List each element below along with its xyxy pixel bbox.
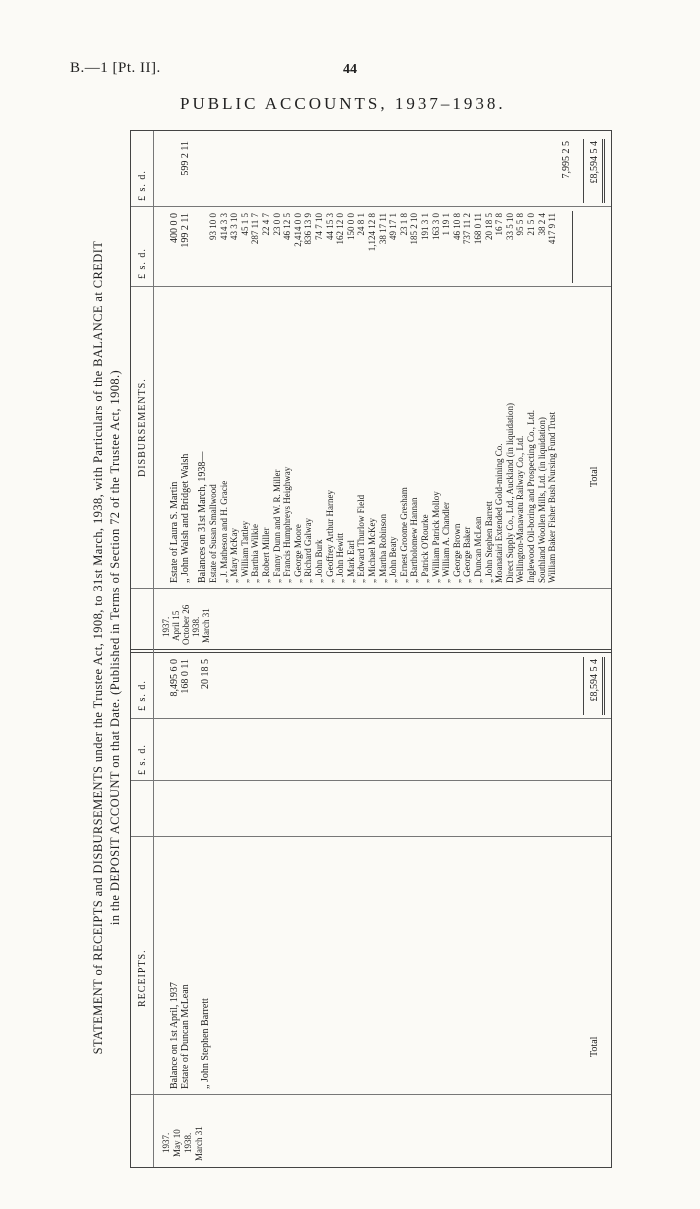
balance-row-label: „ George Brown — [451, 523, 462, 583]
disbursements-heading: DISBURSEMENTS. — [137, 378, 148, 477]
balance-row-label: „ Bartholomew Hannan — [409, 497, 420, 583]
balance-row-amount: 45 1 5 — [239, 213, 250, 236]
disb-row-label: „ John Walsh and Bridget Walsh — [180, 453, 191, 583]
rule — [131, 780, 611, 781]
balance-row-amount: 836 13 9 — [303, 213, 314, 245]
disb-date: 1937. — [161, 616, 171, 637]
balance-row-label: „ Michael McKey — [367, 518, 377, 583]
disb-date: March 31 — [201, 608, 211, 643]
statement-caption — [90, 125, 124, 1170]
balance-row-label: Wellington-Manawatu Railway Co., Ltd. — [515, 435, 526, 583]
receipts-row-label: Balance on 1st April, 1937 — [169, 982, 180, 1089]
balance-row-amount: 185 2 10 — [409, 213, 420, 245]
disb-date: October 26 — [181, 604, 191, 645]
balance-row-label: „ Francis Humphreys Heighway — [282, 466, 293, 583]
receipts-currency-head: £ s. d. — [137, 744, 148, 775]
disbursements-currency-head-2: £ s. d. — [137, 170, 148, 201]
receipts-date: March 31 — [194, 1126, 204, 1161]
disb-date: April 15 — [171, 610, 181, 641]
balance-row-label: „ Barthia Wilkie — [250, 524, 261, 583]
balance-row-amount: 22 4 7 — [261, 213, 271, 236]
balance-row-amount: 1 19 1 — [441, 213, 452, 236]
balance-row-amount: 168 0 11 — [473, 213, 483, 245]
balance-row-label: „ Patrick O'Rourke — [420, 514, 430, 583]
balance-row-label: „ Mark Earl — [345, 540, 356, 583]
balance-row-label: „ John Hewitt — [335, 533, 346, 583]
rule — [131, 206, 611, 207]
receipts-heading: RECEIPTS. — [137, 949, 148, 1007]
balance-row-amount: 162 12 0 — [335, 213, 346, 245]
balance-row-label: „ William A. Chandler — [441, 502, 452, 583]
balance-row-amount: 16 7 8 — [494, 213, 505, 236]
balance-row-amount: 24 8 1 — [356, 213, 367, 236]
balance-row-amount: 23 0 0 — [271, 213, 282, 236]
receipts-currency-head-2: £ s. d. — [137, 680, 148, 711]
balance-row-amount: 33 5 10 — [504, 213, 515, 240]
document-reference: B.—1 [Pt. II]. — [70, 60, 161, 76]
disb-row-label: Estate of Laura S. Martin — [169, 481, 180, 583]
balance-row-label: „ John Burk — [314, 539, 324, 583]
balance-row-amount: 43 3 10 — [229, 213, 240, 240]
rule — [131, 718, 611, 719]
accounts-table — [130, 130, 612, 1168]
balances-total: 7,995 2 5 — [561, 141, 572, 179]
balance-row-amount: 287 11 7 — [250, 213, 261, 245]
balance-row-label: „ William Tattley — [239, 520, 250, 583]
balance-row-amount: 49 17 1 — [388, 213, 399, 240]
balance-row-amount: 414 3 3 — [218, 213, 229, 240]
balance-row-label: „ Duncan McLean — [473, 516, 483, 583]
receipts-row-amount: 168 0 11 — [180, 659, 191, 694]
total-rule — [583, 657, 584, 715]
balance-row-amount: 737 11 2 — [462, 213, 473, 245]
table-divider — [131, 649, 611, 653]
balance-row-label: Direct Supply Co., Ltd., Auckland (in liquidation) — [504, 403, 515, 583]
balance-row-label: William Baker Fisher Bush Nursing Fund Trust — [547, 411, 558, 583]
balance-row-label: „ John Beaty — [388, 536, 399, 583]
balances-heading: Balances on 31st March, 1938— — [197, 451, 208, 583]
statement-title-line1: STATEMENT of RECEIPTS and DISBURSEMENTS under the Trustee Act, 1908, to 31st March, 1938, with Particulars of the BALANCE at CREDIT — [91, 240, 105, 1055]
receipts-date: 1938. — [183, 1132, 193, 1153]
balance-row-label: „ Martha Robinson — [377, 514, 388, 583]
rule — [131, 836, 611, 837]
balance-row-amount: 74 7 10 — [314, 213, 324, 240]
header-rule — [153, 131, 154, 1167]
total-rule — [572, 211, 573, 283]
balance-row-label: „ Fanny Dunn and W. R. Miller — [271, 469, 282, 583]
balance-row-label: Southland Woollen Mills, Ltd. (in liquidation) — [536, 417, 547, 583]
balance-row-label: „ Mary McKay — [229, 528, 240, 583]
disb-date: 1938. — [191, 616, 201, 637]
balance-row-amount: 191 3 1 — [420, 213, 430, 240]
balance-row-amount: 38 17 11 — [377, 213, 388, 245]
disb-subtotal: 599 2 11 — [180, 141, 191, 176]
balance-row-amount: 46 12 5 — [282, 213, 293, 240]
balance-row-label: „ Robert Miller — [261, 527, 271, 583]
receipts-row-amount: 8,495 6 0 — [169, 659, 180, 697]
balance-row-label: „ Richard Galway — [303, 518, 314, 583]
disb-row-amount: 400 0 0 — [169, 213, 180, 243]
disb-row-amount: 199 2 11 — [180, 213, 191, 248]
balance-row-label: „ Ernest Groome Gresham — [398, 487, 409, 583]
balance-row-amount: 21 5 0 — [526, 213, 536, 236]
receipts-total: £8,594 5 4 — [589, 659, 600, 702]
balance-row-label: „ William Patrick Molloy — [430, 491, 441, 583]
running-title: PUBLIC ACCOUNTS, 1937–1938. — [180, 94, 506, 113]
balance-row-amount: 150 0 0 — [345, 213, 356, 240]
rule — [131, 588, 611, 589]
balance-row-amount: 163 3 0 — [430, 213, 441, 240]
page-number: 44 — [343, 62, 357, 77]
balance-row-amount: 20 18 5 — [483, 213, 494, 240]
balance-row-amount: 417 9 11 — [547, 213, 558, 245]
receipts-date: 1937. — [161, 1132, 171, 1153]
balance-row-amount: 95 5 8 — [515, 213, 526, 236]
balance-row-amount: 38 2 4 — [536, 213, 547, 236]
disb-total-label: Total — [589, 466, 600, 487]
balance-row-label: „ George Moore — [292, 524, 303, 583]
total-double-rule — [602, 657, 605, 715]
disb-total: £8,594 5 4 — [589, 141, 600, 184]
balance-row-amount: 2,414 0 0 — [292, 213, 303, 247]
balance-row-amount: 23 1 8 — [398, 213, 409, 236]
statement-sheet — [90, 125, 612, 1170]
balance-row-label: „ George Baker — [462, 526, 473, 583]
balance-row-label: Inglewood Oil-boring and Prospecting Co., Ltd. — [526, 410, 536, 583]
balance-row-label: „ J. Matheson and H. Gracie — [218, 480, 229, 583]
rule — [131, 1094, 611, 1095]
balance-row-amount: 46 10 8 — [451, 213, 462, 240]
balance-row-label: Estate of Susan Smallwood — [208, 484, 218, 583]
rule — [131, 286, 611, 287]
receipts-date: May 10 — [172, 1129, 182, 1157]
total-double-rule — [602, 139, 605, 203]
balance-row-amount: 1,124 12 8 — [367, 213, 377, 252]
total-rule — [583, 139, 584, 203]
receipts-row-label: Estate of Duncan McLean — [180, 984, 191, 1089]
balance-row-label: „ Geoffrey Arthur Harney — [324, 489, 335, 583]
disbursements-currency-head: £ s. d. — [137, 248, 148, 279]
statement-title-line2: in the DEPOSIT ACCOUNT on that Date. (Published in Terms of Section 72 of the Trustee Act, 1908.) — [108, 369, 122, 926]
balance-row-label: Moanatairi Extended Gold-mining Co. — [494, 443, 505, 583]
balance-row-label: „ John Stephen Barrett — [483, 501, 494, 583]
balance-row-amount: 44 15 3 — [324, 213, 335, 240]
receipts-total-label: Total — [589, 1036, 600, 1057]
receipts-row-label: „ John Stephen Barrett — [200, 998, 211, 1089]
balance-row-amount: 93 10 0 — [208, 213, 218, 240]
balance-row-label: „ Edward Thurlow Field — [356, 494, 367, 583]
receipts-row-amount: 20 18 5 — [200, 659, 211, 689]
